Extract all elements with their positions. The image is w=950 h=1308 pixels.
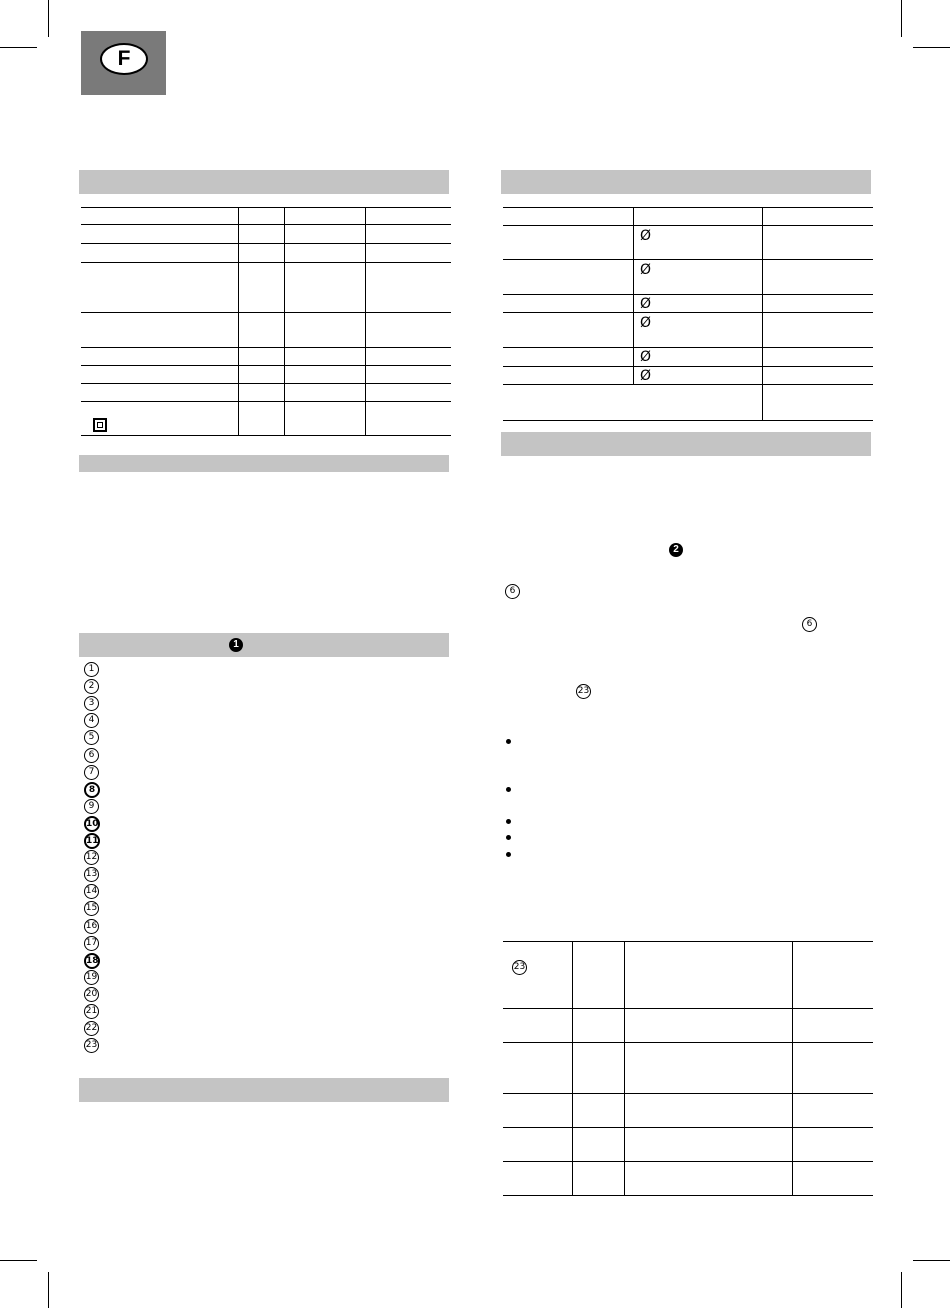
language-letter: F <box>100 43 148 75</box>
crop-mark <box>901 0 902 37</box>
part-number-1: 1 <box>84 662 99 677</box>
table-rule <box>624 942 625 1195</box>
table-rule <box>284 208 285 435</box>
table-rule <box>503 1161 873 1162</box>
diameter-icon: Ø <box>640 228 652 244</box>
part-number-9: 9 <box>84 799 99 814</box>
part-6-marker: 6 <box>802 617 817 632</box>
table-rule <box>503 225 873 226</box>
table-rule <box>503 1042 873 1043</box>
table-rule <box>503 1127 873 1128</box>
part-number-18: 18 <box>84 953 100 969</box>
part-number-22: 22 <box>84 1021 99 1036</box>
bullet <box>506 787 511 792</box>
table-rule <box>81 347 451 348</box>
part-number-11: 11 <box>84 833 100 849</box>
part-number-6: 6 <box>84 748 99 763</box>
part-number-10: 10 <box>84 816 100 832</box>
part-number-16: 16 <box>84 919 99 934</box>
table-rule <box>572 942 573 1195</box>
table-rule <box>503 347 873 348</box>
part-number-23: 23 <box>84 1038 99 1053</box>
table-rule <box>81 224 451 225</box>
part-number-12: 12 <box>84 850 99 865</box>
table-rule <box>81 312 451 313</box>
accessory-table <box>503 207 873 421</box>
bullet <box>506 852 511 857</box>
table-rule <box>238 208 239 435</box>
attachment-table <box>503 941 873 1196</box>
section-header-bar <box>79 455 449 472</box>
part-number-2: 2 <box>84 679 99 694</box>
figure-2-icon: 2 <box>669 543 683 557</box>
diameter-icon: Ø <box>640 315 652 331</box>
part-23-marker: 23 <box>512 960 527 975</box>
section-header-bar <box>501 170 871 194</box>
bullet <box>506 835 511 840</box>
table-rule <box>503 259 873 260</box>
part-number-19: 19 <box>84 970 99 985</box>
crop-mark <box>0 47 37 48</box>
table-rule <box>81 243 451 244</box>
part-number-5: 5 <box>84 730 99 745</box>
table-rule <box>503 1008 873 1009</box>
table-rule <box>503 294 873 295</box>
table-rule <box>81 262 451 263</box>
part-number-20: 20 <box>84 987 99 1002</box>
spec-table <box>81 207 451 436</box>
part-number-14: 14 <box>84 884 99 899</box>
table-rule <box>81 365 451 366</box>
table-rule <box>81 383 451 384</box>
crop-mark <box>901 1272 902 1308</box>
crop-mark <box>0 1260 37 1261</box>
diameter-icon: Ø <box>640 262 652 278</box>
section-header-bar <box>79 633 449 657</box>
table-rule <box>792 942 793 1195</box>
bullet <box>506 819 511 824</box>
table-rule <box>503 1093 873 1094</box>
part-number-21: 21 <box>84 1004 99 1019</box>
section-header-bar <box>79 1078 449 1102</box>
double-insulation-icon <box>93 418 107 432</box>
bullet <box>506 739 511 744</box>
part-23-marker: 23 <box>576 684 591 699</box>
part-number-4: 4 <box>84 713 99 728</box>
part-number-3: 3 <box>84 696 99 711</box>
part-number-7: 7 <box>84 765 99 780</box>
part-number-8: 8 <box>84 782 100 798</box>
section-header-bar <box>79 170 449 194</box>
section-header-bar <box>501 432 871 456</box>
part-6-marker: 6 <box>505 584 520 599</box>
language-tab <box>81 31 166 95</box>
part-number-17: 17 <box>84 936 99 951</box>
crop-mark <box>913 47 950 48</box>
table-rule <box>503 366 873 367</box>
table-rule <box>503 312 873 313</box>
crop-mark <box>48 1272 49 1308</box>
part-number-13: 13 <box>84 867 99 882</box>
part-number-15: 15 <box>84 901 99 916</box>
table-rule <box>365 208 366 435</box>
table-rule <box>762 208 763 420</box>
table-rule <box>81 401 451 402</box>
table-rule <box>633 208 634 385</box>
diameter-icon: Ø <box>640 296 652 312</box>
diameter-icon: Ø <box>640 368 652 384</box>
diameter-icon: Ø <box>640 349 652 365</box>
figure-1-icon: 1 <box>229 638 243 652</box>
crop-mark <box>913 1260 950 1261</box>
table-rule <box>503 384 873 385</box>
crop-mark <box>48 0 49 37</box>
